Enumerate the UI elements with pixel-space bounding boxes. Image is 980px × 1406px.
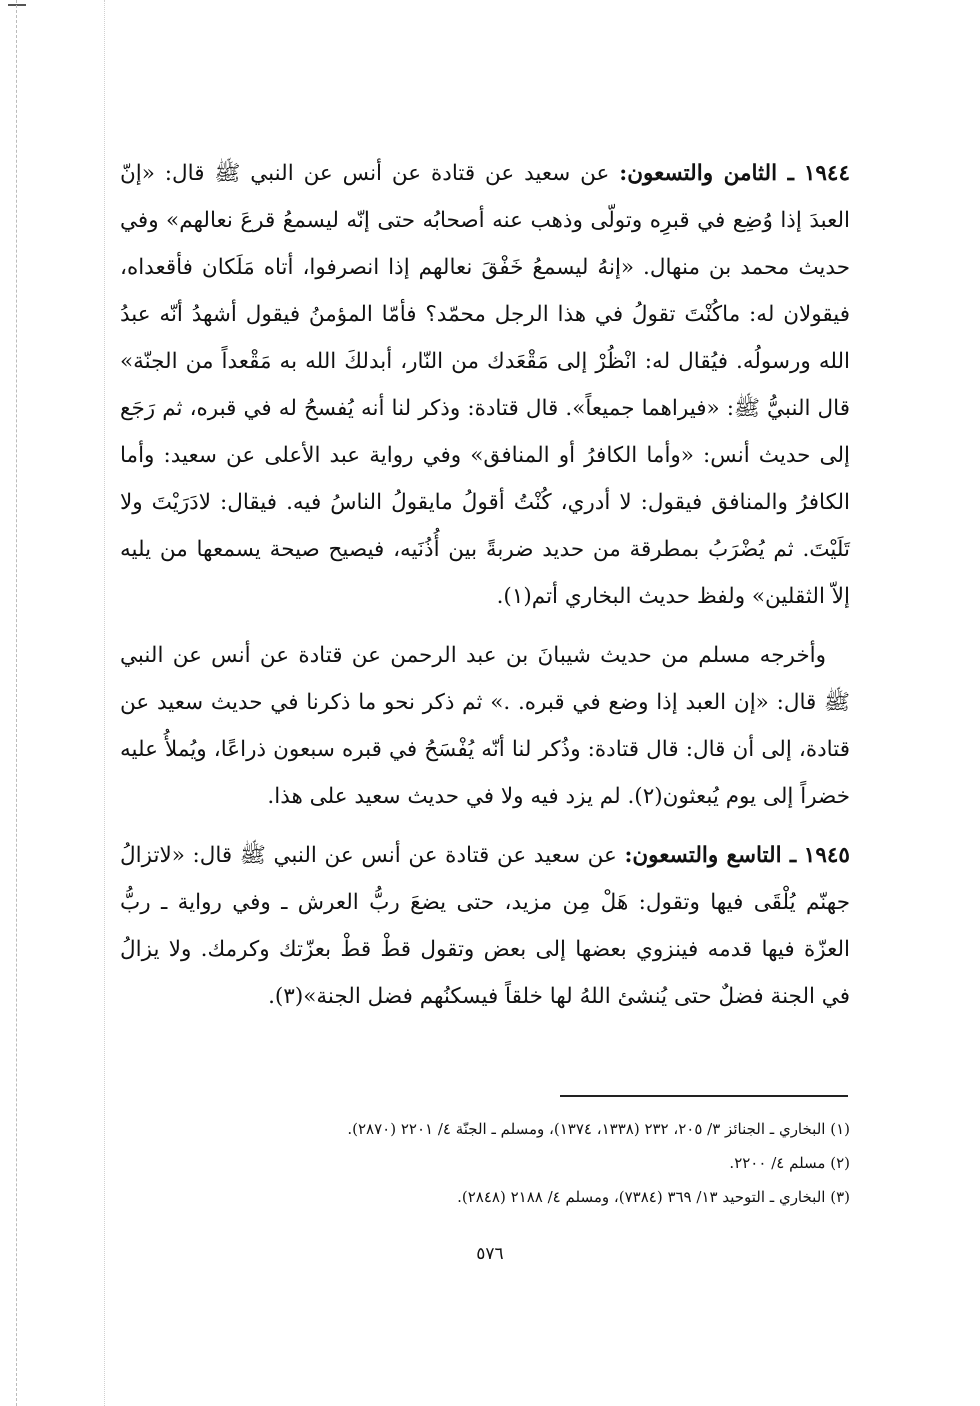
footnote-2: (٢) مسلم ٤/ ٢٢٠٠.	[729, 1154, 850, 1172]
footnote-3: (٣) البخاري ـ التوحيد ١٣/ ٣٦٩ (٧٣٨٤)، ومسلم ٤/ ٢١٨٨ (٢٨٤٨).	[457, 1188, 850, 1206]
hadith-number: ١٩٤٥	[803, 843, 850, 868]
hadith-1945	[120, 832, 850, 1020]
footnote-divider	[560, 1095, 848, 1097]
commentary-paragraph	[120, 632, 850, 820]
hadith-heading: ـ الثامن والتسعون:	[619, 161, 794, 186]
hadith-text: عن سعيد عن قتادة عن أنس عن النبي ﷺ قال: «لاتزالُ جهنّم يُلْقَى فيها وتقول: هَلْ مِن مزيد، حتى يضعَ ربُّ العرش ـ وفي رواية ـ ربُّ العزّة فيها قدمه فينزوي بعضها إلى بعض وتقول قطْ قطْ بعزّتك وكرمك. ولا يزالُ في الجنة فضلٌ حتى يُنشئ اللهُ لها خلقاً فيسكنُهم فضل الجنة»(٣).	[120, 843, 850, 1009]
scan-border	[16, 0, 17, 1406]
commentary-text: وأخرجه مسلم من حديث شيبانَ بن عبد الرحمن عن قتادة عن أنس عن النبي ﷺ قال: «إن العبد إذا وضع في قبره. .» ثم ذكر نحو ما ذكرنا في حديث سعيد عن قتادة، إلى أن قال: قال قتادة: وذُكر لنا أنّه يُفْسَحُ في قبره سبعون ذراعًا، ويُملأُ عليه خضراً إلى يوم يُبعثون(٢). لم يزد فيه ولا في حديث سعيد على هذا.	[120, 643, 850, 809]
footnotes	[120, 1112, 850, 1214]
hadith-number: ١٩٤٤	[803, 161, 851, 186]
hadith-1944	[120, 150, 850, 620]
scan-mark	[8, 4, 26, 6]
scan-border-inner	[104, 0, 105, 1406]
hadith-heading: ـ التاسع والتسعون:	[624, 843, 797, 868]
main-text	[120, 150, 850, 1032]
footnote-1: (١) البخاري ـ الجنائز ٣/ ٢٠٥، ٢٣٢ (١٣٣٨، ١٣٧٤)، ومسلم ـ الجنّة ٤/ ٢٢٠١ (٢٨٧٠).	[347, 1120, 850, 1138]
page-number: ٥٧٦	[476, 1244, 504, 1264]
hadith-text: عن سعيد عن قتادة عن أنس عن النبي ﷺ قال: «إنّ العبدَ إذا وُضِع في قبرِه وتولّى وذهب عنه أصحابُه حتى إنّه ليسمعُ قرعَ نعالهم» وفي حديث محمد بن منهال. «إنهُ ليسمعُ خَفْقَ نعالهم إذا انصرفوا، أتاه مَلَكان فأقعداه، فيقولان له: ماكُنْتَ تقولُ في هذا الرجل محمّد؟ فأمّا المؤمنُ فيقول أشهدُ أنّه عبدُ الله ورسولُه. فيُقال له: انْظُرْ إلى مَقْعَدك من النّار، أبدلكَ الله به مَقْعداً من الجنّة» قال النبيُّ ﷺ: «فيراهما جميعاً». قال قتادة: وذكر لنا أنه يُفسحُ له في قبره، ثم رَجَع إلى حديث أنس: «وأما الكافرُ أو المنافق» وفي رواية عبد الأعلى عن سعيد: وأما الكافرُ والمنافق فيقول: لا أدري، كُنْتُ أقولُ مايقولُ الناسُ فيه. فيقال: لادَرَيْتَ ولا تَلَيْتَ. ثم يُضْرَبُ بمطرقة من حديد ضربةً بين أُذُنَيه، فيصيح صيحة يسمعها من يليه إلاّ الثقلين» ولفظ حديث البخاري أتم(١).	[120, 161, 850, 609]
